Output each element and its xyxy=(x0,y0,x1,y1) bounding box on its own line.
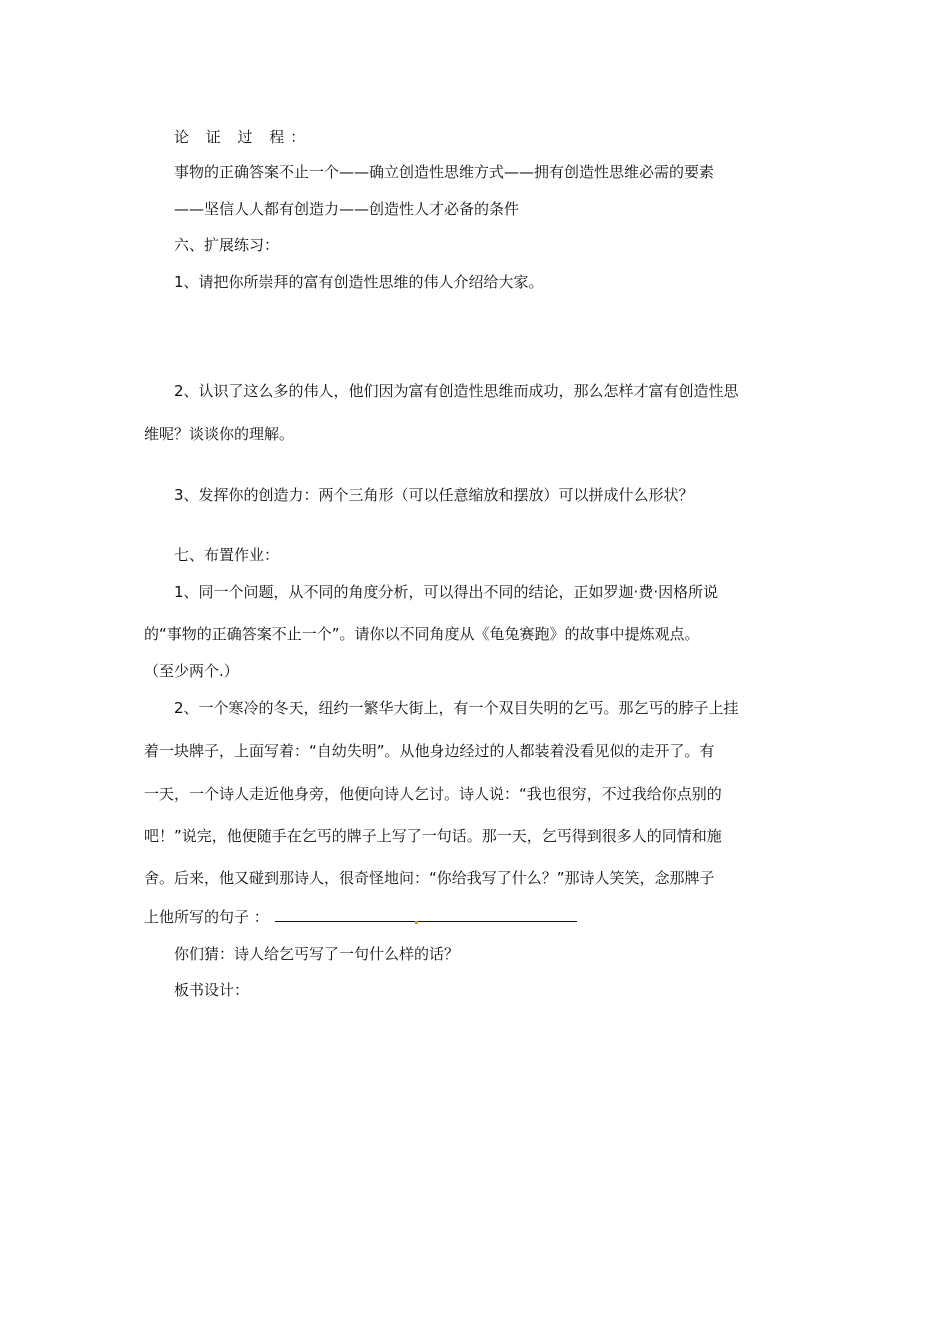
answer-blank-marker xyxy=(415,921,418,924)
homework-heading: 七、布置作业： xyxy=(174,546,280,564)
practice-heading: 六、扩展练习： xyxy=(174,236,280,254)
homework-guess-prompt: 你们猜：诗人给乞丐写了一句什么样的话？ xyxy=(174,945,460,963)
answer-blank-line[interactable] xyxy=(275,907,577,922)
homework-question-1-line-2: 的“事物的正确答案不止一个”。请你以不同角度从《龟兔赛跑》的故事中提炼观点。 xyxy=(144,625,700,643)
homework-question-1-line-1: 1、同一个问题，从不同的角度分析，可以得出不同的结论，正如罗迦·费·因格所说 xyxy=(174,583,719,601)
board-design-heading: 板书设计： xyxy=(174,981,250,999)
homework-question-2-line-4: 吧！”说完，他便随手在乞丐的牌子上写了一句话。那一天，乞丐得到很多人的同情和施 xyxy=(144,827,722,845)
homework-question-1-line-3: （至少两个.） xyxy=(144,662,239,680)
argument-chain-line-1: 事物的正确答案不止一个——确立创造性思维方式——拥有创造性思维必需的要素 xyxy=(174,163,715,181)
homework-question-2-line-1: 2、一个寒冷的冬天，纽约一繁华大街上，有一个双目失明的乞丐。那乞丐的脖子上挂 xyxy=(174,699,739,717)
homework-question-2-line-5: 舍。后来，他又碰到那诗人，很奇怪地问：“你给我写了什么？”那诗人笑笑，念那牌子 xyxy=(144,869,715,887)
practice-question-2-line-2: 维呢？谈谈你的理解。 xyxy=(144,425,295,443)
homework-question-2-line-6 xyxy=(144,907,577,927)
homework-question-2-line-3: 一天，一个诗人走近他身旁，他便向诗人乞讨。诗人说：“我也很穷，不过我给你点别的 xyxy=(144,785,722,803)
argument-chain-line-2: ——坚信人人都有创造力——创造性人才必备的条件 xyxy=(174,200,520,218)
argument-heading: 论 证 过 程： xyxy=(174,128,312,146)
homework-question-2-line-2: 着一块牌子，上面写着：“自幼失明”。从他身边经过的人都装着没看见似的走开了。有 xyxy=(144,742,715,760)
practice-question-1: 1、请把你所崇拜的富有创造性思维的伟人介绍给大家。 xyxy=(174,273,544,291)
practice-question-2-line-1: 2、认识了这么多的伟人，他们因为富有创造性思维而成功，那么怎样才富有创造性思 xyxy=(174,382,739,400)
practice-question-3: 3、发挥你的创造力：两个三角形（可以任意缩放和摆放）可以拼成什么形状？ xyxy=(174,486,694,504)
homework-question-2-line-6-text: 上他所写的句子 ： xyxy=(144,908,269,926)
